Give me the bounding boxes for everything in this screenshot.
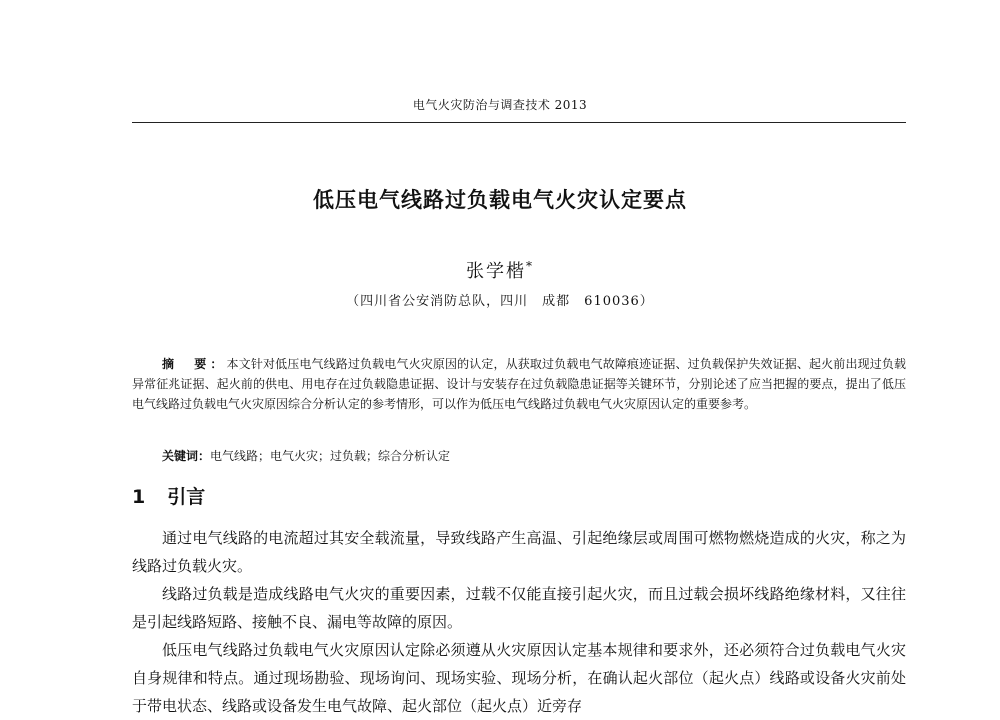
section-number: 1 [132, 486, 146, 508]
header-rule [132, 122, 906, 123]
body-paragraph: 低压电气线路过负载电气火灾原因认定除必须遵从火灾原因认定基本规律和要求外，还必须符合过负载电气火灾自身规律和特点。通过现场勘验、现场询问、现场实验、现场分析，在确认起火部位（起火点）线路或设备火灾前处于带电状态、线路或设备发生电气故障、起火部位（起火点）近旁存 [132, 641, 906, 715]
section-title: 引言 [167, 486, 206, 508]
section-heading [132, 482, 205, 509]
running-header: 电气火灾防治与调查技术 2013 [412, 98, 588, 112]
affiliation: （四川省公安消防总队，四川 成都 610036） [346, 294, 654, 309]
author-footnote-mark: * [526, 259, 534, 273]
body-paragraph: 线路过负载是造成线路电气火灾的重要因素，过载不仅能直接引起火灾，而且过载会损坏线路绝缘材料，又往往是引起线路短路、接触不良、漏电等故障的原因。 [132, 585, 906, 631]
keywords [162, 446, 906, 466]
keywords-label: 关键词： [162, 449, 211, 463]
abstract-label: 摘 要： [162, 357, 227, 371]
keywords-text: 电气线路；电气火灾；过负载；综合分析认定 [210, 449, 451, 463]
abstract [132, 354, 906, 414]
abstract-text: 本文针对低压电气线路过负载电气火灾原因的认定，从获取过负载电气故障痕迹证据、过负载保护失效证据、起火前出现过负载异常征兆证据、起火前的供电、用电存在过负载隐患证据、设计与安装存在过负载隐患证据等关键环节，分别论述了应当把握的要点，提出了低压电气线路过负载电气火灾原因综合分析认定的参考情形，可以作为低压电气线路过负载电气火灾原因认定的重要参考。 [132, 357, 906, 411]
body-text [132, 524, 906, 720]
paper-title: 低压电气线路过负载电气火灾认定要点 [313, 188, 687, 212]
body-paragraph: 通过电气线路的电流超过其安全载流量，导致线路产生高温、引起绝缘层或周围可燃物燃烧造成的火灾，称之为线路过负载火灾。 [132, 529, 906, 575]
author-line [0, 257, 1000, 283]
author-name: 张学楷 [466, 261, 526, 282]
